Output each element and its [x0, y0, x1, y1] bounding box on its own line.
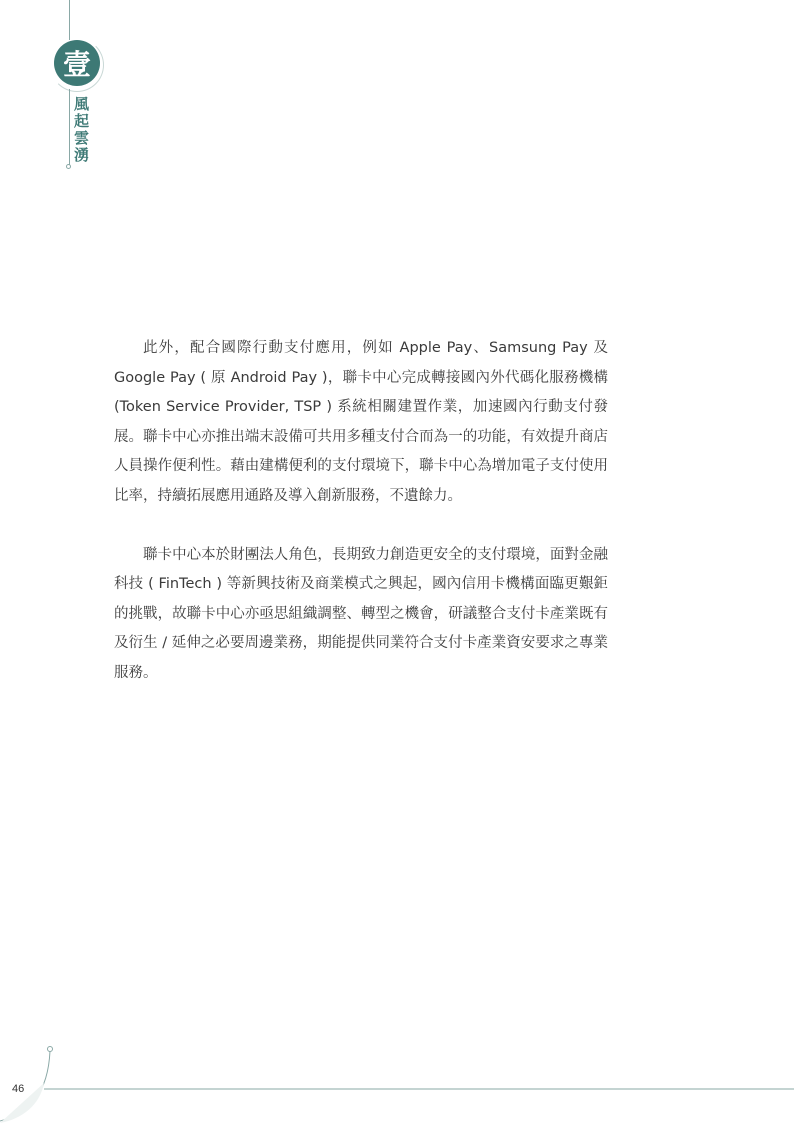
paragraph-1: 此外，配合國際行動支付應用，例如 Apple Pay、Samsung Pay 及 Google Pay ( 原 Android Pay )，聯卡中心完成轉接國內外代碼化服務機構 (Token Service Provider, TSP ) 系統相關建置作業，加速國內行動支付發展。聯卡中心亦推出端末設備可共用多種支付合而為一的功能，有效提升商店人員操作便利性。藉由建構便利的支付環境下，聯卡中心為增加電子支付使用比率，持續拓展應用通路及導入創新服務，不遺餘力。	[114, 340, 608, 504]
paragraph-2: 聯卡中心本於財團法人角色，長期致力創造更安全的支付環境，面對金融科技 ( FinTech ) 等新興技術及商業模式之興起，國內信用卡機構面臨更艱鉅的挑戰，故聯卡中心亦亟思組織調整、轉型之機會，研議整合支付卡產業既有及衍生 / 延伸之必要周邊業務，期能提供同業符合支付卡產業資安要求之專業服務。	[114, 546, 608, 681]
chapter-number: 壹	[62, 48, 91, 81]
page-number: 46	[12, 1083, 25, 1095]
chapter-rule-bottom	[69, 89, 70, 165]
chapter-title: 風起雲湧	[72, 96, 90, 164]
footer-decoration	[0, 1043, 794, 1123]
chapter-number-badge	[54, 40, 100, 86]
chapter-rule-dot	[66, 164, 71, 169]
body-text	[114, 334, 608, 688]
chapter-rule-top	[69, 0, 70, 40]
